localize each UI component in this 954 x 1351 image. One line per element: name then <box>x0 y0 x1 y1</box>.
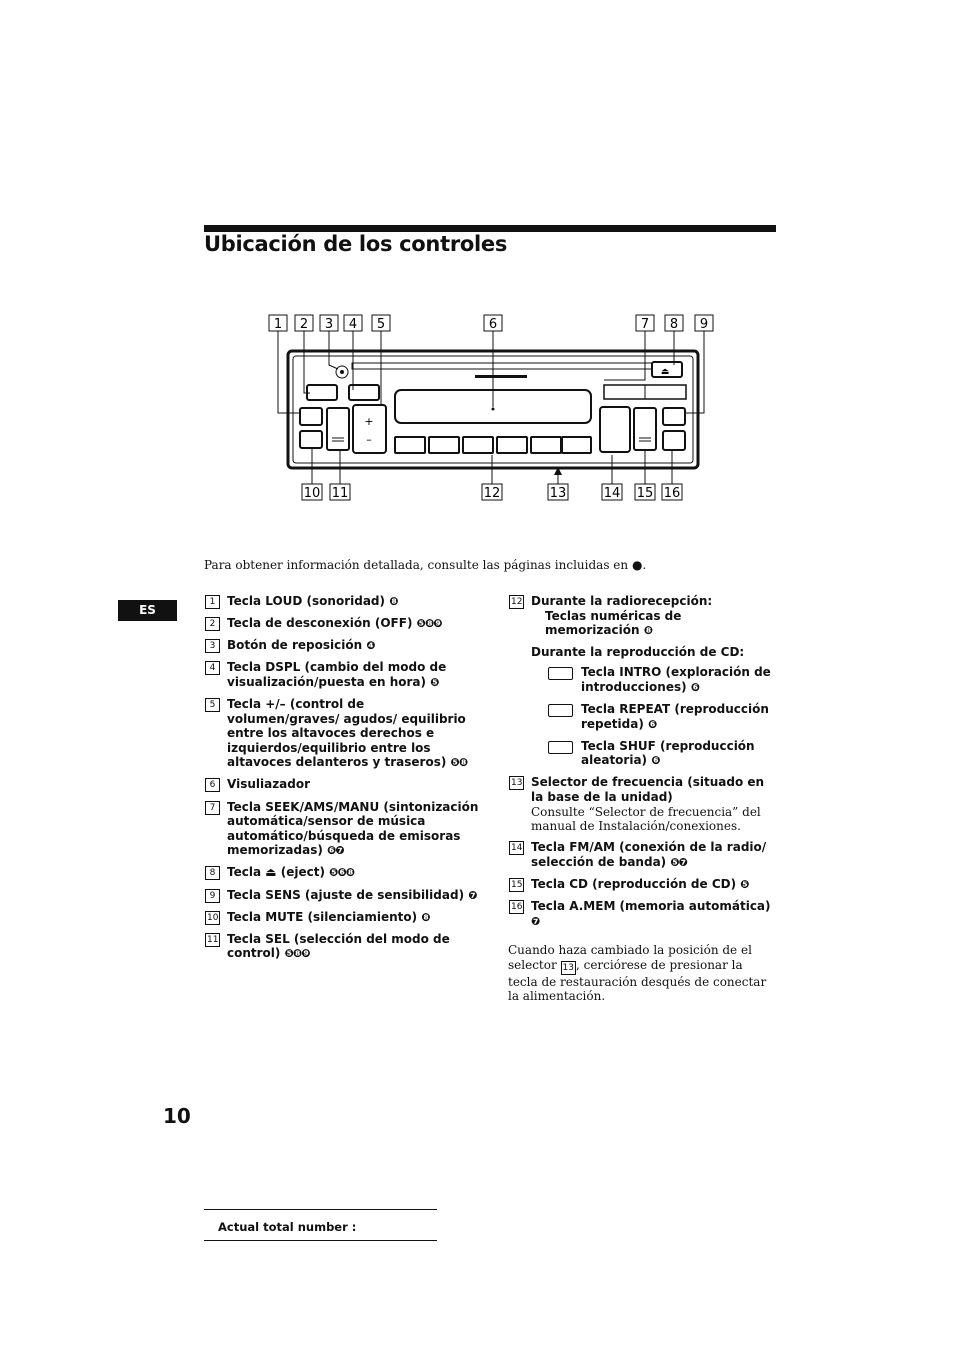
list-item: 14 Tecla FM/AM (conexión de la radio/ selección de banda) ❺❼ <box>511 840 767 869</box>
callout-14-label: 14 <box>603 486 621 501</box>
callout-1 <box>269 315 287 332</box>
cd-slot <box>352 363 678 369</box>
eject-glyph: ⏏ <box>660 367 670 377</box>
callout-3 <box>320 315 338 332</box>
sel-button-shape <box>327 408 349 450</box>
callout-2-label: 2 <box>299 317 309 332</box>
list-item: 12 Durante la radiorecepción: Teclas numéricas de memorización ❽ <box>511 594 713 638</box>
controls-list-left <box>204 594 479 968</box>
footer-rule-bottom <box>204 1240 437 1241</box>
callout-5-label: 5 <box>376 317 386 332</box>
details-note: Para obtener información detallada, consulte las páginas incluidas en ●. <box>204 558 647 572</box>
list-item: 10 Tecla MUTE (silenciamiento) ❽ <box>207 909 430 924</box>
actual-total-label: Actual total number : <box>218 1220 357 1234</box>
callout-13 <box>548 484 568 501</box>
callout-5 <box>372 315 390 332</box>
language-tab: ES <box>118 600 177 621</box>
list-item: Tecla INTRO (exploración de introducciones) ❻ <box>508 665 776 695</box>
loud-button-shape <box>300 408 322 425</box>
callout-13-label: 13 <box>549 486 567 501</box>
list-item: 6 Visuliazador <box>204 777 479 793</box>
callout-10-label: 10 <box>303 486 321 501</box>
mute-button-shape <box>300 431 322 448</box>
list-item: 2 Tecla de desconexión (OFF) ❺❽❾ <box>204 616 479 632</box>
list-item: 5 Tecla +/– (control de volumen/graves/ agudos/ equilibrio entre los altavoces derechos e izquierdos/equilibrio entre los altavoces delanteros y traseros) ❺❽ <box>204 697 479 771</box>
unit-diagram <box>260 305 720 515</box>
callout-7 <box>636 315 654 332</box>
list-item: 3 Botón de reposición ❹ <box>204 638 479 654</box>
minus-label: – <box>366 433 372 446</box>
callout-12 <box>482 484 502 501</box>
callout-7-label: 7 <box>640 317 650 332</box>
callout-9-label: 9 <box>699 317 709 332</box>
callout-10 <box>302 484 322 501</box>
footer-rule-top <box>204 1209 437 1210</box>
page-number: 10 <box>163 1104 191 1128</box>
reset-paragraph: Cuando haza cambiado la posición de el selector 13 , cerciórese de presionar la tecla de restauración desqués de conectar la alimentación. <box>508 943 767 1004</box>
callout-11 <box>330 484 350 501</box>
callout-6-label: 6 <box>488 317 498 332</box>
callout-6 <box>484 315 502 332</box>
callout-12-label: 12 <box>483 486 501 501</box>
page-title: Ubicación de los controles <box>204 232 508 256</box>
callout-4-label: 4 <box>348 317 358 332</box>
list-item: 1 Tecla LOUD (sonoridad) ❽ <box>204 594 479 610</box>
cd-key-outline <box>548 704 573 717</box>
off-button-shape <box>307 385 337 400</box>
callout-4 <box>344 315 362 332</box>
list-item: 16 Tecla A.MEM (memoria automática) ❼ <box>511 899 771 928</box>
list-item: Tecla REPEAT (reproducción repetida) ❻ <box>508 702 776 732</box>
callout-9 <box>695 315 713 332</box>
callout-3-label: 3 <box>324 317 334 332</box>
cd-button-shape <box>634 408 656 450</box>
callout-8 <box>665 315 683 332</box>
callout-8-label: 8 <box>669 317 679 332</box>
callout-14 <box>602 484 622 501</box>
list-item: 13 Selector de frecuencia (situado en la base de la unidad) Consulte “Selector de frecuencia” del manual de Instalación/conexiones. <box>511 775 765 834</box>
cd-key-outline <box>548 741 573 754</box>
amem-button-shape <box>663 431 685 450</box>
list-item: 9 Tecla SENS (ajuste de sensibilidad) ❼ <box>204 888 479 904</box>
callout-15-label: 15 <box>636 486 654 501</box>
cd-key-outline <box>548 667 573 680</box>
sens-button-shape <box>663 408 685 425</box>
list-item: 7 Tecla SEEK/AMS/MANU (sintonización automática/sensor de música automático/búsqueda de emisoras memorizadas) ❻❼ <box>204 800 479 859</box>
callout-16-label: 16 <box>663 486 681 501</box>
callout-15 <box>635 484 655 501</box>
front-panel-illustration <box>260 305 720 515</box>
list-item: 15 Tecla CD (reproducción de CD) ❺ <box>511 877 749 891</box>
controls-list-right <box>508 594 776 1004</box>
callout-11-label: 11 <box>331 486 349 501</box>
list-item: 11 Tecla SEL (selección del modo de control) ❺❽❾ <box>207 931 450 961</box>
fmam-rocker-shape <box>600 407 630 452</box>
list-item: 4 Tecla DSPL (cambio del modo de visualización/puesta en hora) ❺ <box>204 660 479 690</box>
callout-16 <box>662 484 682 501</box>
list-item: Tecla SHUF (reproducción aleatoria) ❻ <box>508 739 776 769</box>
plus-label: + <box>364 415 374 428</box>
title-rule <box>204 225 776 232</box>
cd-heading: Durante la reproducción de CD: <box>531 644 745 659</box>
callout-2 <box>295 315 313 332</box>
callout-1-label: 1 <box>273 317 283 332</box>
list-item: 8 Tecla ⏏ (eject) ❺❻❽ <box>204 865 479 881</box>
